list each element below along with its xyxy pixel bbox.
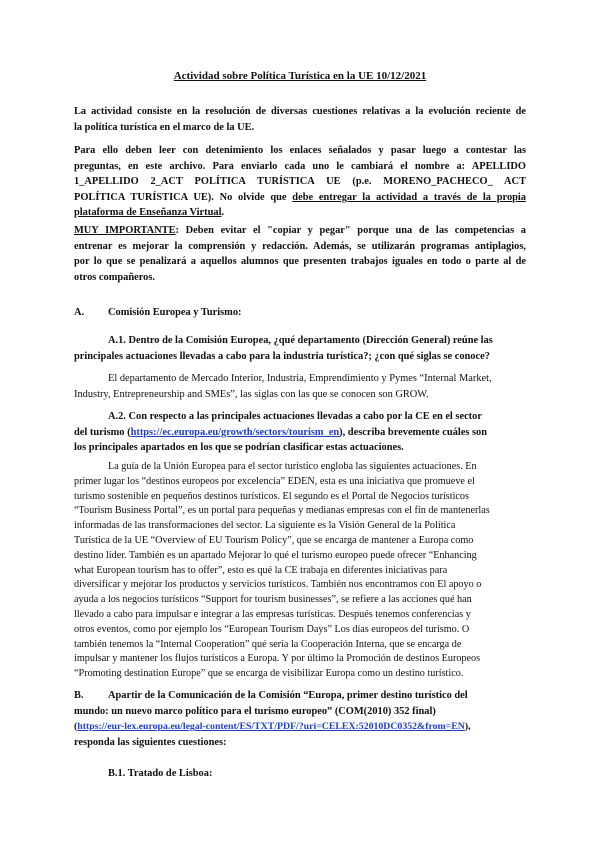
text-line: llevado a cabo para impulsar e integrar a las empresas turísticas. Después tenemos conferencias y	[74, 608, 471, 620]
text-line: otros eventos, como por ejemplo los “European Tourism Days” Los días europeos del turismo. O	[74, 623, 470, 635]
text-line: plataforma de Enseñanza Virtual.	[74, 207, 225, 219]
text-line: 1_APELLIDO 2_ACT POLÍTICA TURÍSTICA UE (p.e. MORENO_PACHECO_ ACT	[74, 176, 526, 188]
text-line: (https://eur-lex.europa.eu/legal-content/ES/TXT/PDF/?uri=CELEX:52010DC0352&from=EN),	[74, 721, 471, 733]
submission-instruction: debe entregar la actividad a través de la propia	[292, 191, 526, 203]
text-line: otros compañeros.	[74, 271, 156, 283]
text-line: “Tourism Business Portal”, es un portal para pequeñas y medianas empresas con el fin de mantenerlas	[74, 505, 490, 517]
text-fragment: POLÍTICA TURÍSTICA UE). No olvide que	[74, 191, 293, 203]
text-line: El departamento de Mercado Interior, Industria, Emprendimiento y Pymes “Internal Market,	[108, 373, 492, 384]
text-line: principales actuaciones llevadas a cabo para la industria turística?; ¿con qué siglas se conoce?	[74, 350, 490, 362]
text-line: diversificar y mejorar los productos y servicios turísticos. También nos encontramos con El apoyo o	[74, 579, 482, 591]
text-line: preguntas, en este archivo. Para enviarlo cada uno le cambiará el nombre a: APELLIDO	[74, 160, 526, 172]
answer-a1	[74, 371, 526, 402]
text-line: MUY IMPORTANTE: Deben evitar el "copiar y pegar" porque una de las competencias a	[74, 225, 526, 236]
text-line: A.1. Dentro de la Comisión Europea, ¿qué departamento (Dirección General) reúne las	[108, 335, 493, 346]
eu-tourism-sector-link[interactable]: https://ec.europa.eu/growth/sectors/tourism_en	[130, 426, 340, 438]
text-line: what European tourism has to offer”, esto es qué la CE trabaja en diferentes iniciativas para	[74, 564, 448, 576]
intro-paragraph-2	[74, 143, 526, 221]
section-letter: B.	[74, 690, 84, 701]
text-line: Industry, Entrepreneurship and SMEs”, las siglas con las que se conocen son GROW.	[74, 388, 429, 400]
text-line: ayuda a los negocios turísticos “Support for tourism businesses”, se refiere a las acciones qué han	[74, 594, 472, 606]
text-line: informadas de las transformaciones del sector. La siguiente es la Visión General de la Política	[74, 520, 456, 532]
important-label: MUY IMPORTANTE	[74, 225, 176, 236]
text-line: mundo: un nuevo marco político para el turismo europeo” (COM(2010) 352 final)	[74, 705, 436, 717]
intro-paragraph-1	[74, 104, 526, 135]
question-a2	[74, 409, 526, 456]
answer-a2	[74, 460, 526, 682]
subsection-title: B.1. Tratado de Lisboa:	[108, 768, 213, 779]
text-line: destino líder. También es un apartado Mejorar lo qué el turismo europeo puede ofrecer “Enhancing	[74, 549, 477, 561]
text-line: del turismo (https://ec.europa.eu/growth/sectors/tourism_en), describa brevemente cuáles son	[74, 426, 488, 438]
text-line: la política turística en el marco de la UE.	[74, 121, 255, 133]
subsection-b1	[74, 766, 526, 782]
text-line: turismo sostenible en pequeños destinos turísticos. El segundo es el Portal de Negocios turísticos	[74, 490, 469, 502]
important-notice	[74, 223, 526, 285]
text-line: impulsar y mantener los flujos turísticos a Europa. Y por último la Promoción de destinos Europeos	[74, 653, 481, 665]
section-a-heading	[74, 305, 526, 321]
section-letter: A.	[74, 307, 85, 318]
question-a1	[74, 333, 526, 364]
text-line: primer lugar los “destinos europeos por excelencia” EDEN, esta es una iniciativa que promueve el	[74, 475, 475, 487]
text-line: entrenar es mejorar la comprensión y redacción. Además, se utilizarán programas antiplagios,	[74, 240, 526, 252]
text-line: Turística de la UE “Overview of EU Tourism Policy”, que se encarga de mantener a Europa como	[74, 534, 474, 546]
text-line: por lo que se penalizará a aquellos alumnos que presenten trabajos iguales en todo o parte al de	[74, 256, 526, 268]
text-line: A.2. Con respecto a las principales actuaciones llevadas a cabo por la CE en el sector	[108, 411, 482, 422]
text-line	[74, 190, 526, 206]
eur-lex-com-2010-352-link[interactable]: https://eur-lex.europa.eu/legal-content/ES/TXT/PDF/?uri=CELEX:52010DC0352&from=EN	[77, 721, 465, 733]
submission-platform: plataforma de Enseñanza Virtual	[74, 207, 222, 219]
text-line: también tenemos la “Internal Cooperation” qué sería la Cooperación Interna, que se encarga de	[74, 638, 462, 650]
text-line: “Promoting destination Europe” que se encarga de visibilizar Europa como un destino turístico.	[74, 668, 464, 680]
text-line: La actividad consiste en la resolución de diversas cuestiones relativas a la evolución reciente de	[74, 106, 526, 117]
text-line: responda las siguientes cuestiones:	[74, 736, 227, 748]
text-line: los principales apartados en los que se podrían clasificar estas actuaciones.	[74, 442, 404, 454]
text-line: Para ello deben leer con detenimiento los enlaces señalados y pasar luego a contestar las	[74, 145, 526, 156]
section-title: Comisión Europea y Turismo:	[108, 307, 242, 318]
text-line: B. Apartir de la Comunicación de la Comisión “Europa, primer destino turístico del	[74, 688, 526, 704]
section-b-heading	[74, 688, 526, 750]
text-line: La guía de la Unión Europea para el sector turístico engloba las siguientes actuaciones. En	[108, 461, 477, 472]
document-title: Actividad sobre Política Turística en la UE 10/12/2021	[173, 70, 427, 82]
